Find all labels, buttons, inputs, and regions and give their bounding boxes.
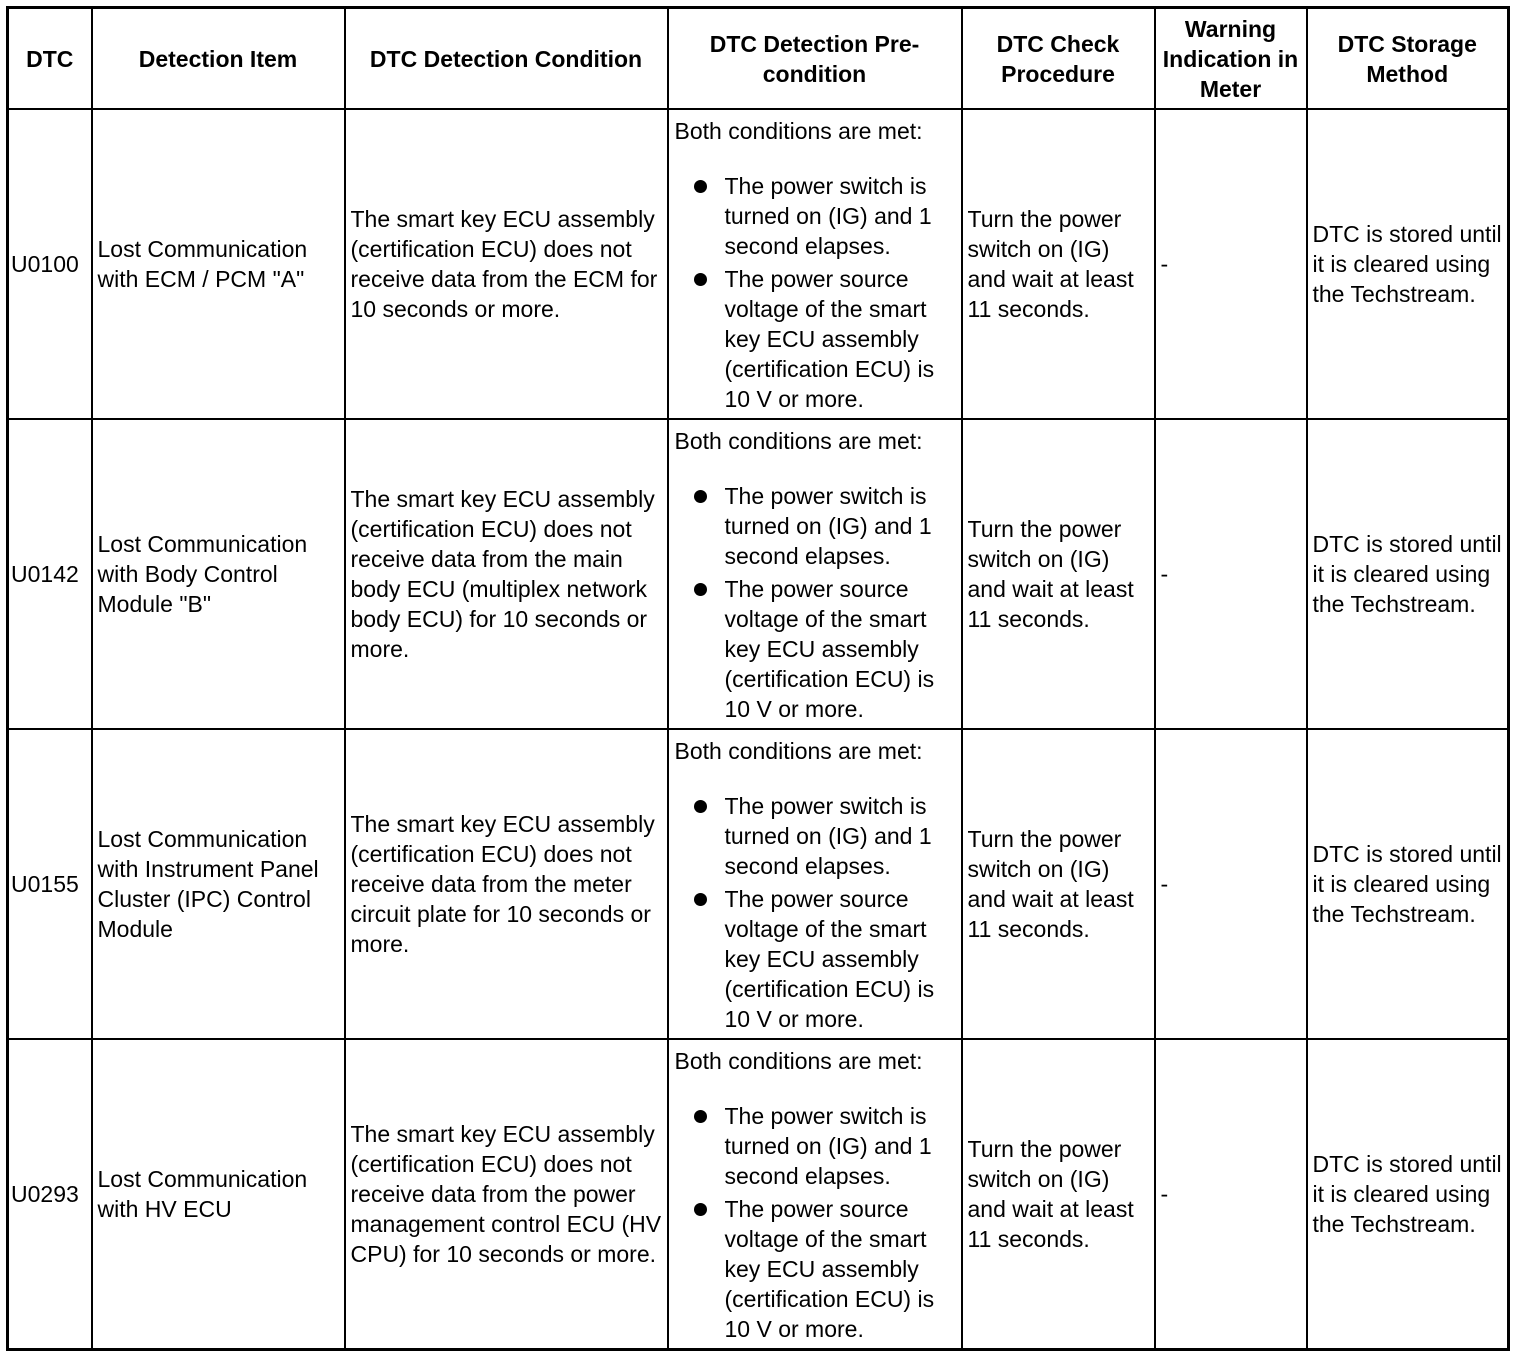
- condition-text: The power source voltage of the smart key ECU assembly (certification ECU) is 10 V or more.: [724, 266, 935, 412]
- header-dtc: DTC: [8, 8, 92, 110]
- condition-item: [675, 884, 957, 1034]
- header-detection-item: Detection Item: [92, 8, 345, 110]
- condition-text: The power switch is turned on (IG) and 1 second elapses.: [724, 1103, 932, 1189]
- detection-condition: The smart key ECU assembly (certification ECU) does not receive data from the main body ECU (multiplex network body ECU) for 10 seconds or more.: [345, 419, 668, 729]
- check-procedure: Turn the power switch on (IG) and wait at least 11 seconds.: [962, 419, 1155, 729]
- dtc-code: U0142: [8, 419, 92, 729]
- storage-method: DTC is stored until it is cleared using the Techstream.: [1307, 109, 1509, 419]
- dtc-code: U0293: [8, 1039, 92, 1349]
- condition-item: [675, 264, 957, 414]
- check-procedure: Turn the power switch on (IG) and wait at least 11 seconds.: [962, 109, 1155, 419]
- condition-list: [675, 481, 957, 724]
- condition-text: The power source voltage of the smart key ECU assembly (certification ECU) is 10 V or more.: [724, 886, 935, 1032]
- bullet-icon: [694, 583, 707, 596]
- precondition-heading: Both conditions are met:: [674, 428, 923, 454]
- condition-list: [675, 171, 957, 414]
- bullet-icon: [694, 1110, 707, 1123]
- precondition-cell: [668, 419, 962, 729]
- header-warning-indication: Warning Indication in Meter: [1155, 8, 1307, 110]
- bullet-icon: [694, 800, 707, 813]
- table-row: [8, 109, 1509, 419]
- condition-item: [675, 791, 957, 881]
- precondition-cell: [668, 729, 962, 1039]
- dtc-code: U0100: [8, 109, 92, 419]
- detection-condition: The smart key ECU assembly (certification ECU) does not receive data from the power management control ECU (HV CPU) for 10 seconds or more.: [345, 1039, 668, 1349]
- detection-item: Lost Communication with HV ECU: [92, 1039, 345, 1349]
- condition-item: [675, 1101, 957, 1191]
- condition-item: [675, 481, 957, 571]
- header-detection-condition: DTC Detection Condition: [345, 8, 668, 110]
- condition-text: The power switch is turned on (IG) and 1 second elapses.: [724, 793, 932, 879]
- header-check-procedure: DTC Check Procedure: [962, 8, 1155, 110]
- warning-indication: -: [1155, 1039, 1307, 1349]
- warning-indication: -: [1155, 729, 1307, 1039]
- storage-method: DTC is stored until it is cleared using the Techstream.: [1307, 1039, 1509, 1349]
- check-procedure: Turn the power switch on (IG) and wait at least 11 seconds.: [962, 729, 1155, 1039]
- bullet-icon: [694, 893, 707, 906]
- dtc-code: U0155: [8, 729, 92, 1039]
- condition-item: [675, 1194, 957, 1344]
- storage-method: DTC is stored until it is cleared using the Techstream.: [1307, 419, 1509, 729]
- precondition-heading: Both conditions are met:: [674, 1048, 923, 1074]
- header-storage-method: DTC Storage Method: [1307, 8, 1509, 110]
- storage-method: DTC is stored until it is cleared using the Techstream.: [1307, 729, 1509, 1039]
- detection-item: Lost Communication with Instrument Panel Cluster (IPC) Control Module: [92, 729, 345, 1039]
- header-row: [8, 8, 1509, 110]
- bullet-icon: [694, 180, 707, 193]
- table-row: [8, 1039, 1509, 1349]
- check-procedure: Turn the power switch on (IG) and wait at least 11 seconds.: [962, 1039, 1155, 1349]
- condition-item: [675, 171, 957, 261]
- header-precondition: DTC Detection Pre-condition: [668, 8, 962, 110]
- detection-condition: The smart key ECU assembly (certification ECU) does not receive data from the ECM for 10 seconds or more.: [345, 109, 668, 419]
- warning-indication: -: [1155, 109, 1307, 419]
- condition-text: The power switch is turned on (IG) and 1 second elapses.: [724, 173, 932, 259]
- condition-list: [675, 1101, 957, 1344]
- precondition-cell: [668, 109, 962, 419]
- condition-list: [675, 791, 957, 1034]
- precondition-heading: Both conditions are met:: [674, 118, 923, 144]
- precondition-heading: Both conditions are met:: [674, 738, 923, 764]
- condition-text: The power switch is turned on (IG) and 1 second elapses.: [724, 483, 932, 569]
- detection-item: Lost Communication with Body Control Module "B": [92, 419, 345, 729]
- precondition-cell: [668, 1039, 962, 1349]
- condition-text: The power source voltage of the smart key ECU assembly (certification ECU) is 10 V or more.: [724, 1196, 935, 1342]
- bullet-icon: [694, 273, 707, 286]
- warning-indication: -: [1155, 419, 1307, 729]
- detection-item: Lost Communication with ECM / PCM "A": [92, 109, 345, 419]
- table-row: [8, 729, 1509, 1039]
- table-row: [8, 419, 1509, 729]
- bullet-icon: [694, 1203, 707, 1216]
- detection-condition: The smart key ECU assembly (certification ECU) does not receive data from the meter circuit plate for 10 seconds or more.: [345, 729, 668, 1039]
- condition-text: The power source voltage of the smart key ECU assembly (certification ECU) is 10 V or more.: [724, 576, 935, 722]
- condition-item: [675, 574, 957, 724]
- dtc-table: [6, 6, 1510, 1351]
- bullet-icon: [694, 490, 707, 503]
